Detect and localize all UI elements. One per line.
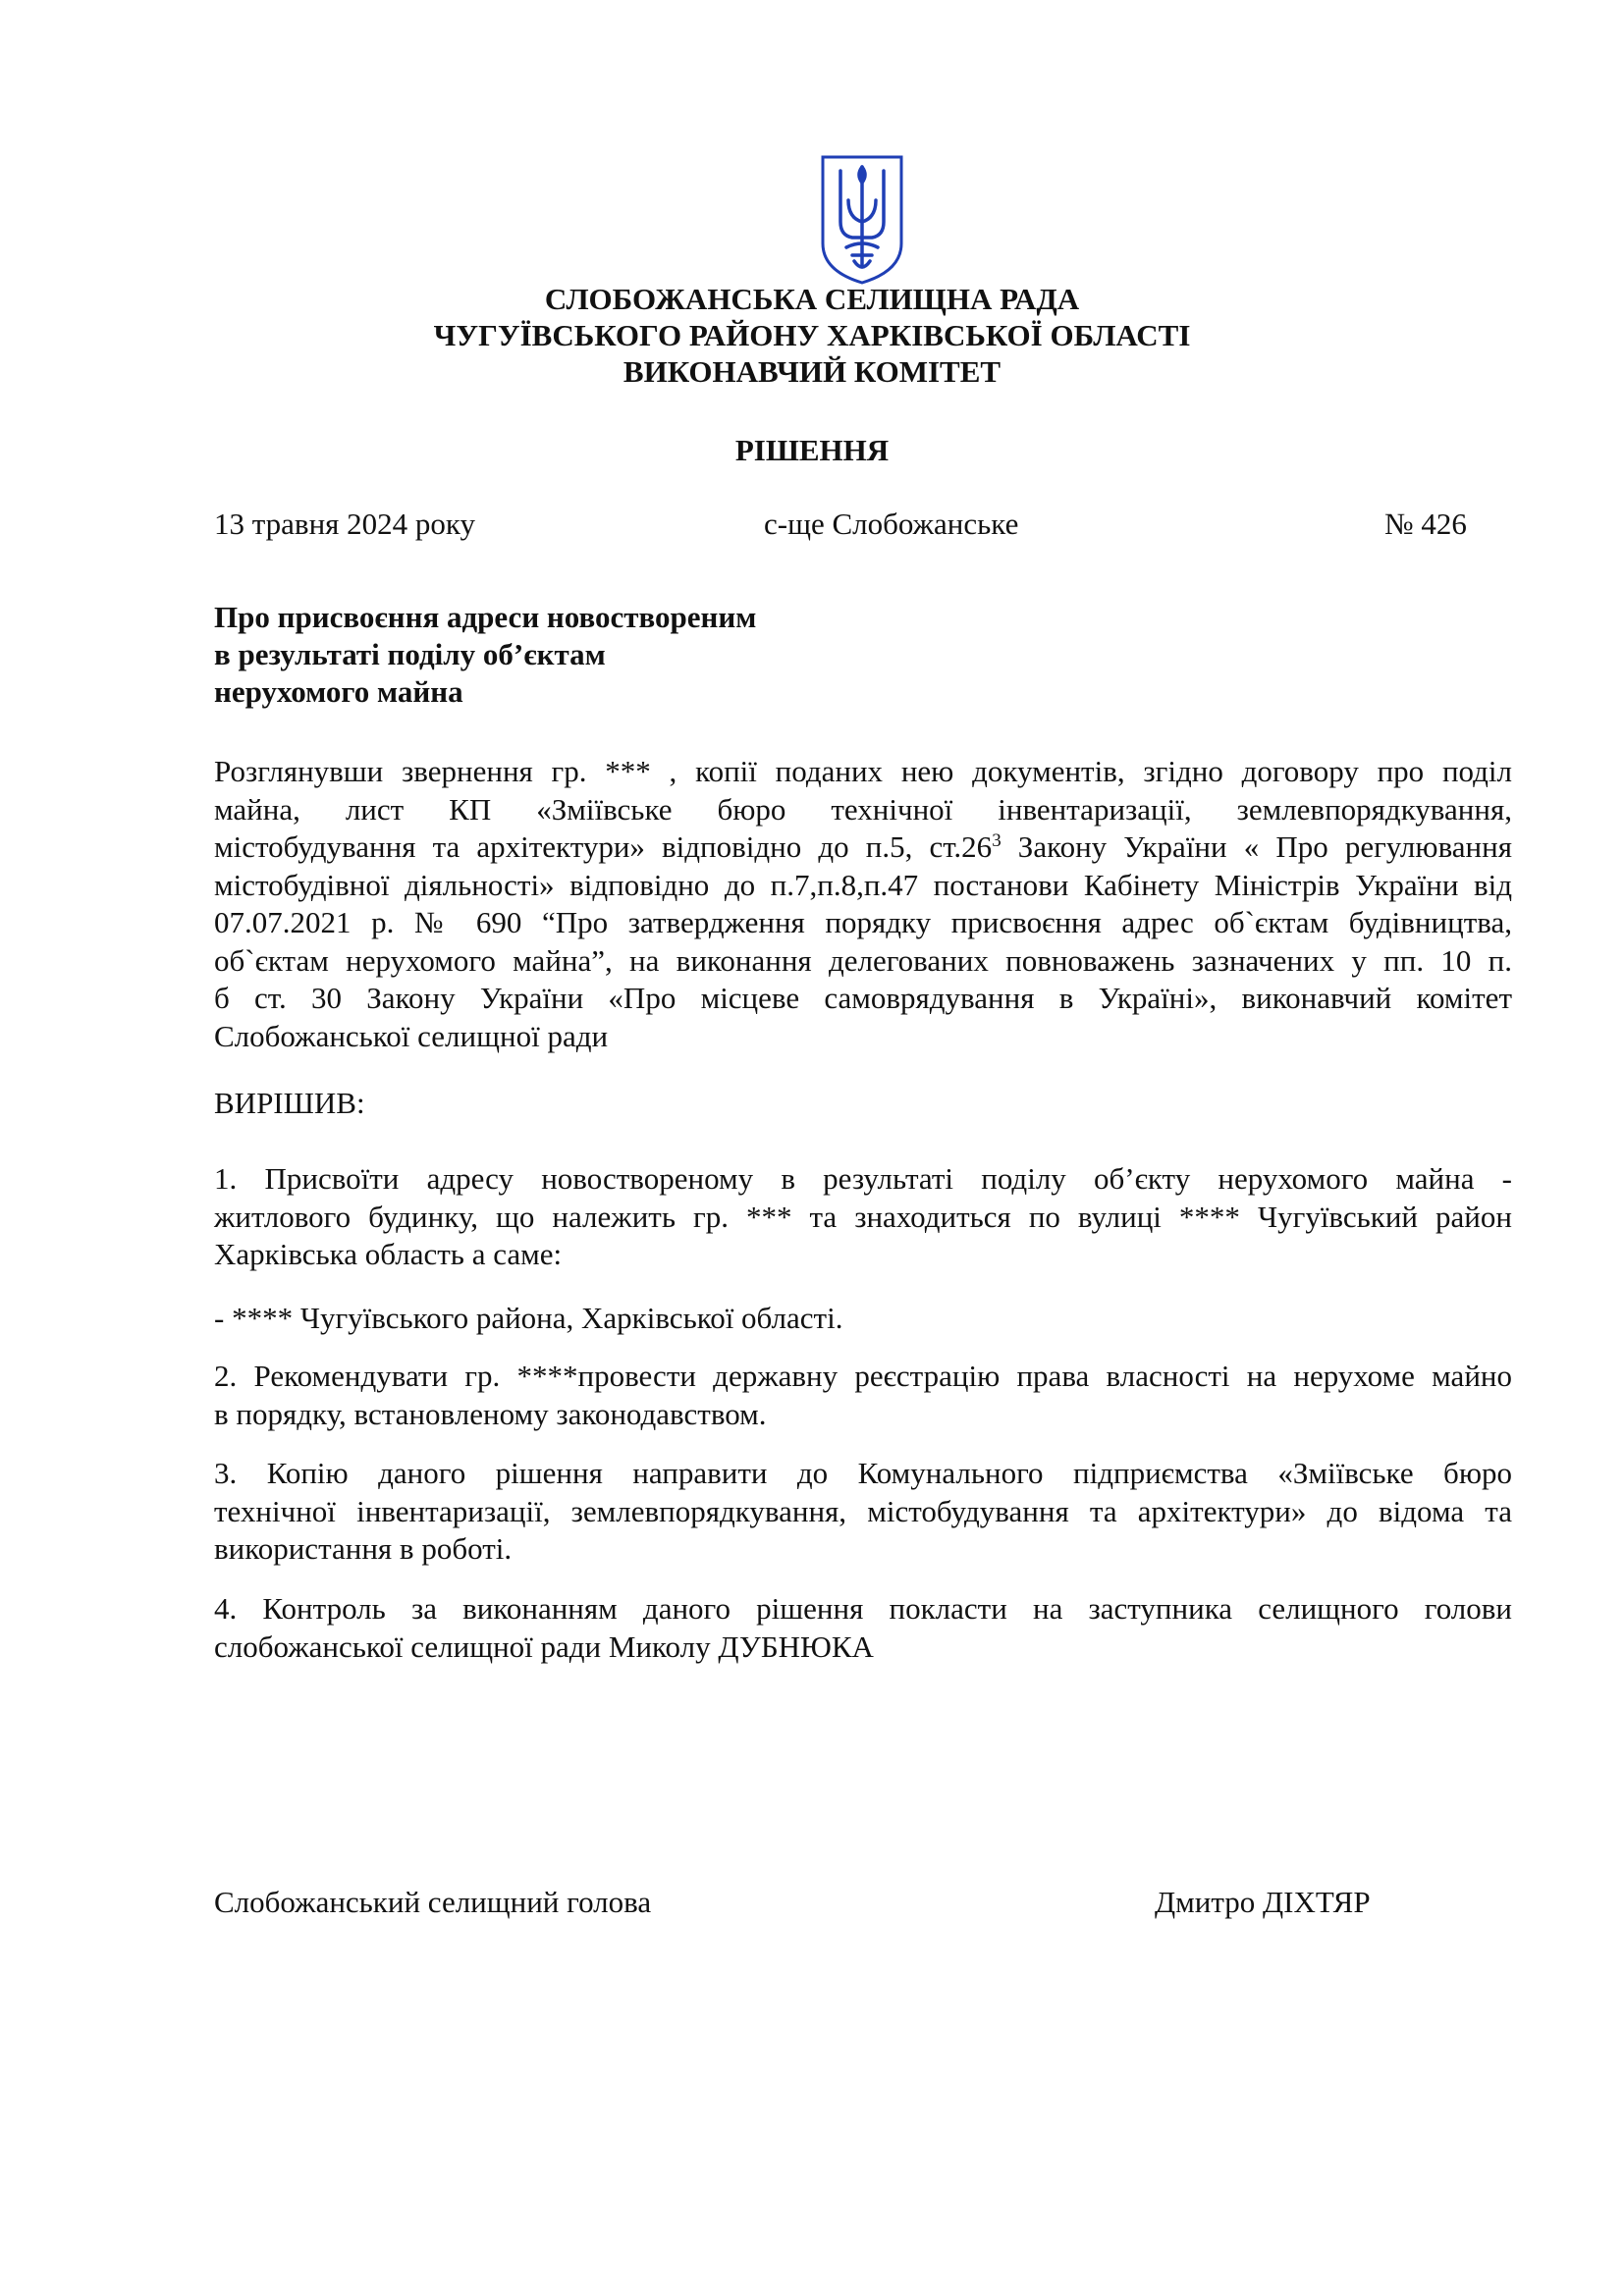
preamble-line: б ст. 30 Закону України «Про місцеве самоврядування в Україні», виконавчий комітет [214,981,1512,1015]
item-line: житлового будинку, що належить гр. *** та знаходиться по вулиці **** Чугуївський район [214,1199,1512,1234]
district-name: ЧУГУЇВСЬКОГО РАЙОНУ ХАРКІВСЬКОЇ ОБЛАСТІ [433,318,1191,352]
preamble-text: Закону України « Про регулювання [1001,829,1512,864]
decision-date: 13 травня 2024 року [214,507,476,541]
title-line-1: Про присвоєння адреси новоствореним [214,600,757,634]
preamble-text: містобудування та архітектури» відповідно до п.5, ст.26 [214,829,993,864]
preamble-line: об`єктам нерухомого майна”, на виконання делегованих повноважень зазначених у пп. 10 п. [214,942,1512,978]
item-1-address: - **** Чугуївського района, Харківської області. [214,1301,843,1335]
committee-name: ВИКОНАВЧИЙ КОМІТЕТ [623,354,1001,389]
preamble-line: 07.07.2021 р. № 690 “Про затвердження порядку присвоєння адрес об`єктам будівництва, [214,905,1512,939]
item-line: 2. Рекомендувати гр. ****провести державну реєстрацію права власності на нерухоме майно [214,1359,1512,1393]
preamble-line: майна, лист КП «Зміївське бюро технічної інвентаризації, землевпорядкування, [214,791,1512,827]
decided-label: ВИРІШИВ: [214,1086,365,1120]
item-line: використання в роботі. [214,1531,513,1566]
council-name: СЛОБОЖАНСЬКА СЕЛИЩНА РАДА [544,282,1080,316]
decision-place: с-ще Слобожанське [764,507,1019,541]
item-line: 3. Копію даного рішення направити до Комунального підприємства «Зміївське бюро [214,1456,1512,1490]
item-1 [214,1160,1512,1274]
item-line: 1. Присвоїти адресу новоствореному в результаті поділу об’єкту нерухомого майна - [214,1161,1512,1196]
title-line-2: в результаті поділу об’єктам [214,637,606,671]
item-line: в порядку, встановленому законодавством. [214,1396,767,1431]
preamble-line [214,828,1512,867]
superscript: 3 [992,830,1001,851]
item-2 [214,1358,1512,1433]
preamble [214,753,1512,1055]
coat-of-arms-icon [819,153,905,287]
item-4 [214,1590,1512,1666]
title-line-3: нерухомого майна [214,674,463,709]
preamble-line: Розглянувши звернення гр. *** , копії поданих нею документів, згідно договору про поділ [214,754,1512,788]
item-line: слобожанської селищної ради Миколу ДУБНЮКА [214,1629,874,1664]
decision-number: № 426 [1384,507,1467,541]
document-type: РІШЕННЯ [734,433,890,467]
signatory-name: Дмитро ДІХТЯР [1155,1885,1371,1919]
preamble-line: містобудівної діяльності» відповідно до п.7,п.8,п.47 постанови Кабінету Міністрів України від [214,867,1512,902]
item-3 [214,1455,1512,1569]
item-line: Харківська область а саме: [214,1237,563,1271]
item-line: 4. Контроль за виконанням даного рішення покласти на заступника селищного голови [214,1591,1512,1626]
signatory-position: Слобожанський селищний голова [214,1885,652,1919]
item-line: технічної інвентаризації, землевпорядкування, містобудування та архітектури» до відома та [214,1493,1512,1528]
preamble-line: Слобожанської селищної ради [214,1018,609,1053]
